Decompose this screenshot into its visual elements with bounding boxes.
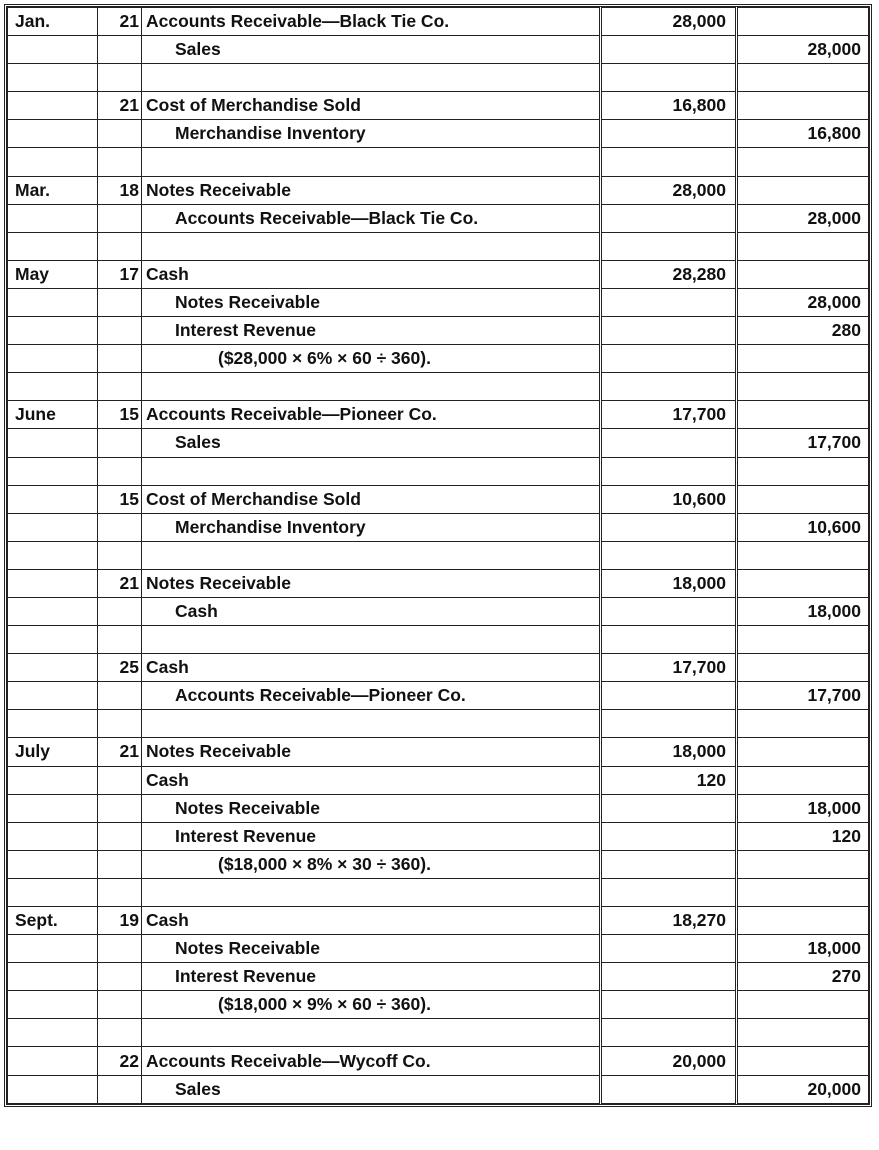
- debit-cell: 18,270: [601, 907, 737, 935]
- journal-row: [8, 429, 869, 457]
- journal-row: [8, 92, 869, 120]
- journal-row: [8, 907, 869, 935]
- date-day-cell: [98, 597, 142, 625]
- account-cell: [142, 232, 601, 260]
- account-cell: Cash: [142, 260, 601, 288]
- debit-cell: [601, 120, 737, 148]
- credit-cell: [737, 373, 869, 401]
- date-month-cell: [8, 1075, 98, 1103]
- debit-cell: [601, 36, 737, 64]
- credit-cell: 28,000: [737, 36, 869, 64]
- credit-cell: 17,700: [737, 429, 869, 457]
- credit-cell: 28,000: [737, 288, 869, 316]
- journal-row: [8, 373, 869, 401]
- account-cell: Notes Receivable: [142, 176, 601, 204]
- debit-cell: [601, 317, 737, 345]
- date-month-cell: [8, 373, 98, 401]
- date-month-cell: May: [8, 260, 98, 288]
- credit-cell: [737, 92, 869, 120]
- debit-cell: 28,000: [601, 8, 737, 36]
- journal-row: [8, 597, 869, 625]
- credit-cell: 10,600: [737, 513, 869, 541]
- debit-cell: 18,000: [601, 569, 737, 597]
- journal-row: [8, 569, 869, 597]
- date-month-cell: [8, 1019, 98, 1047]
- account-cell: Cash: [142, 907, 601, 935]
- date-month-cell: [8, 822, 98, 850]
- account-cell: ($18,000 × 9% × 60 ÷ 360).: [142, 991, 601, 1019]
- journal-row: [8, 148, 869, 176]
- date-day-cell: 22: [98, 1047, 142, 1075]
- date-day-cell: [98, 36, 142, 64]
- journal-row: [8, 120, 869, 148]
- date-day-cell: [98, 232, 142, 260]
- credit-cell: [737, 260, 869, 288]
- debit-cell: [601, 204, 737, 232]
- date-month-cell: [8, 850, 98, 878]
- credit-cell: [737, 1019, 869, 1047]
- date-month-cell: [8, 120, 98, 148]
- date-day-cell: [98, 766, 142, 794]
- credit-cell: 18,000: [737, 794, 869, 822]
- credit-cell: [737, 148, 869, 176]
- account-cell: Notes Receivable: [142, 935, 601, 963]
- debit-cell: 20,000: [601, 1047, 737, 1075]
- credit-cell: [737, 8, 869, 36]
- debit-cell: 28,280: [601, 260, 737, 288]
- journal-row: [8, 766, 869, 794]
- credit-cell: [737, 541, 869, 569]
- date-month-cell: [8, 1047, 98, 1075]
- journal-row: [8, 794, 869, 822]
- date-month-cell: [8, 64, 98, 92]
- credit-cell: 18,000: [737, 935, 869, 963]
- date-month-cell: [8, 935, 98, 963]
- account-cell: Merchandise Inventory: [142, 513, 601, 541]
- date-month-cell: [8, 626, 98, 654]
- debit-cell: [601, 148, 737, 176]
- credit-cell: [737, 176, 869, 204]
- account-cell: Cost of Merchandise Sold: [142, 485, 601, 513]
- journal-row: [8, 260, 869, 288]
- journal-row: [8, 513, 869, 541]
- date-month-cell: [8, 513, 98, 541]
- date-month-cell: [8, 429, 98, 457]
- date-month-cell: [8, 654, 98, 682]
- date-day-cell: [98, 373, 142, 401]
- credit-cell: 20,000: [737, 1075, 869, 1103]
- date-day-cell: [98, 626, 142, 654]
- debit-cell: [601, 626, 737, 654]
- date-day-cell: [98, 822, 142, 850]
- account-cell: [142, 64, 601, 92]
- journal-row: [8, 232, 869, 260]
- journal-row: [8, 317, 869, 345]
- journal-body: [8, 8, 869, 1104]
- credit-cell: [737, 907, 869, 935]
- date-day-cell: 18: [98, 176, 142, 204]
- date-month-cell: [8, 569, 98, 597]
- debit-cell: [601, 541, 737, 569]
- credit-cell: [737, 738, 869, 766]
- debit-cell: 28,000: [601, 176, 737, 204]
- debit-cell: [601, 822, 737, 850]
- date-day-cell: [98, 513, 142, 541]
- account-cell: [142, 710, 601, 738]
- journal-row: [8, 878, 869, 906]
- date-day-cell: [98, 429, 142, 457]
- credit-cell: 280: [737, 317, 869, 345]
- journal-row: [8, 541, 869, 569]
- debit-cell: [601, 345, 737, 373]
- date-month-cell: [8, 36, 98, 64]
- credit-cell: [737, 64, 869, 92]
- debit-cell: [601, 935, 737, 963]
- journal-row: [8, 1019, 869, 1047]
- date-day-cell: 21: [98, 569, 142, 597]
- date-day-cell: [98, 878, 142, 906]
- journal-row: [8, 850, 869, 878]
- credit-cell: [737, 850, 869, 878]
- account-cell: [142, 626, 601, 654]
- journal-row: [8, 1047, 869, 1075]
- account-cell: Notes Receivable: [142, 569, 601, 597]
- credit-cell: 28,000: [737, 204, 869, 232]
- credit-cell: 17,700: [737, 682, 869, 710]
- date-day-cell: [98, 288, 142, 316]
- debit-cell: [601, 513, 737, 541]
- date-month-cell: [8, 963, 98, 991]
- date-day-cell: [98, 204, 142, 232]
- account-cell: Interest Revenue: [142, 963, 601, 991]
- debit-cell: [601, 878, 737, 906]
- date-month-cell: Jan.: [8, 8, 98, 36]
- date-month-cell: [8, 597, 98, 625]
- date-day-cell: [98, 345, 142, 373]
- debit-cell: [601, 373, 737, 401]
- journal-row: [8, 710, 869, 738]
- debit-cell: [601, 64, 737, 92]
- date-day-cell: 25: [98, 654, 142, 682]
- credit-cell: [737, 485, 869, 513]
- date-month-cell: [8, 148, 98, 176]
- credit-cell: [737, 457, 869, 485]
- debit-cell: [601, 963, 737, 991]
- debit-cell: 17,700: [601, 401, 737, 429]
- date-day-cell: 15: [98, 401, 142, 429]
- credit-cell: 270: [737, 963, 869, 991]
- date-day-cell: 21: [98, 92, 142, 120]
- date-month-cell: [8, 541, 98, 569]
- date-day-cell: [98, 317, 142, 345]
- date-day-cell: [98, 1075, 142, 1103]
- debit-cell: [601, 457, 737, 485]
- journal-row: [8, 457, 869, 485]
- debit-cell: 10,600: [601, 485, 737, 513]
- credit-cell: 16,800: [737, 120, 869, 148]
- date-day-cell: [98, 1019, 142, 1047]
- date-day-cell: [98, 963, 142, 991]
- account-cell: Accounts Receivable—Pioneer Co.: [142, 401, 601, 429]
- account-cell: Cash: [142, 597, 601, 625]
- credit-cell: [737, 401, 869, 429]
- date-month-cell: [8, 204, 98, 232]
- debit-cell: [601, 1019, 737, 1047]
- date-month-cell: [8, 991, 98, 1019]
- debit-cell: [601, 850, 737, 878]
- journal-row: [8, 64, 869, 92]
- date-month-cell: [8, 878, 98, 906]
- date-month-cell: [8, 457, 98, 485]
- account-cell: Sales: [142, 36, 601, 64]
- date-month-cell: [8, 92, 98, 120]
- debit-cell: [601, 288, 737, 316]
- date-month-cell: Mar.: [8, 176, 98, 204]
- debit-cell: 120: [601, 766, 737, 794]
- date-day-cell: 21: [98, 738, 142, 766]
- account-cell: [142, 541, 601, 569]
- journal-row: [8, 345, 869, 373]
- journal-row: [8, 963, 869, 991]
- debit-cell: [601, 232, 737, 260]
- credit-cell: [737, 569, 869, 597]
- debit-cell: 16,800: [601, 92, 737, 120]
- journal-entries-table: [4, 4, 872, 1107]
- date-month-cell: [8, 794, 98, 822]
- date-day-cell: [98, 682, 142, 710]
- debit-cell: [601, 597, 737, 625]
- date-day-cell: 19: [98, 907, 142, 935]
- credit-cell: [737, 991, 869, 1019]
- debit-cell: [601, 991, 737, 1019]
- account-cell: Cost of Merchandise Sold: [142, 92, 601, 120]
- credit-cell: [737, 232, 869, 260]
- date-month-cell: [8, 485, 98, 513]
- journal-row: [8, 1075, 869, 1103]
- date-month-cell: [8, 766, 98, 794]
- journal-row: [8, 822, 869, 850]
- date-month-cell: [8, 710, 98, 738]
- date-day-cell: [98, 457, 142, 485]
- account-cell: [142, 878, 601, 906]
- debit-cell: [601, 429, 737, 457]
- date-day-cell: [98, 991, 142, 1019]
- journal-row: [8, 626, 869, 654]
- account-cell: ($18,000 × 8% × 30 ÷ 360).: [142, 850, 601, 878]
- debit-cell: 18,000: [601, 738, 737, 766]
- account-cell: Accounts Receivable—Black Tie Co.: [142, 8, 601, 36]
- account-cell: Interest Revenue: [142, 317, 601, 345]
- debit-cell: 17,700: [601, 654, 737, 682]
- account-cell: Sales: [142, 429, 601, 457]
- debit-cell: [601, 794, 737, 822]
- date-day-cell: 17: [98, 260, 142, 288]
- journal-row: [8, 682, 869, 710]
- credit-cell: [737, 1047, 869, 1075]
- date-month-cell: Sept.: [8, 907, 98, 935]
- date-day-cell: [98, 120, 142, 148]
- journal-row: [8, 654, 869, 682]
- date-day-cell: [98, 541, 142, 569]
- date-month-cell: June: [8, 401, 98, 429]
- credit-cell: 120: [737, 822, 869, 850]
- account-cell: [142, 1019, 601, 1047]
- journal-row: [8, 288, 869, 316]
- account-cell: Notes Receivable: [142, 738, 601, 766]
- account-cell: Cash: [142, 766, 601, 794]
- date-month-cell: [8, 232, 98, 260]
- journal-row: [8, 8, 869, 36]
- account-cell: [142, 148, 601, 176]
- journal-row: [8, 401, 869, 429]
- account-cell: Merchandise Inventory: [142, 120, 601, 148]
- account-cell: Accounts Receivable—Wycoff Co.: [142, 1047, 601, 1075]
- debit-cell: [601, 1075, 737, 1103]
- date-day-cell: [98, 710, 142, 738]
- journal-row: [8, 991, 869, 1019]
- date-month-cell: [8, 345, 98, 373]
- debit-cell: [601, 682, 737, 710]
- journal-row: [8, 36, 869, 64]
- account-cell: [142, 457, 601, 485]
- date-month-cell: July: [8, 738, 98, 766]
- credit-cell: [737, 766, 869, 794]
- date-month-cell: [8, 682, 98, 710]
- account-cell: ($28,000 × 6% × 60 ÷ 360).: [142, 345, 601, 373]
- date-month-cell: [8, 288, 98, 316]
- credit-cell: [737, 345, 869, 373]
- debit-cell: [601, 710, 737, 738]
- account-cell: Notes Receivable: [142, 794, 601, 822]
- date-day-cell: [98, 64, 142, 92]
- account-cell: Accounts Receivable—Pioneer Co.: [142, 682, 601, 710]
- credit-cell: [737, 710, 869, 738]
- date-day-cell: [98, 935, 142, 963]
- account-cell: [142, 373, 601, 401]
- journal-row: [8, 204, 869, 232]
- credit-cell: [737, 878, 869, 906]
- date-day-cell: [98, 850, 142, 878]
- account-cell: Cash: [142, 654, 601, 682]
- account-cell: Notes Receivable: [142, 288, 601, 316]
- credit-cell: [737, 654, 869, 682]
- date-day-cell: [98, 148, 142, 176]
- date-day-cell: [98, 794, 142, 822]
- journal-row: [8, 935, 869, 963]
- credit-cell: [737, 626, 869, 654]
- credit-cell: 18,000: [737, 597, 869, 625]
- account-cell: Accounts Receivable—Black Tie Co.: [142, 204, 601, 232]
- account-cell: Sales: [142, 1075, 601, 1103]
- journal-row: [8, 738, 869, 766]
- date-month-cell: [8, 317, 98, 345]
- date-day-cell: 21: [98, 8, 142, 36]
- journal-row: [8, 485, 869, 513]
- date-day-cell: 15: [98, 485, 142, 513]
- journal-row: [8, 176, 869, 204]
- account-cell: Interest Revenue: [142, 822, 601, 850]
